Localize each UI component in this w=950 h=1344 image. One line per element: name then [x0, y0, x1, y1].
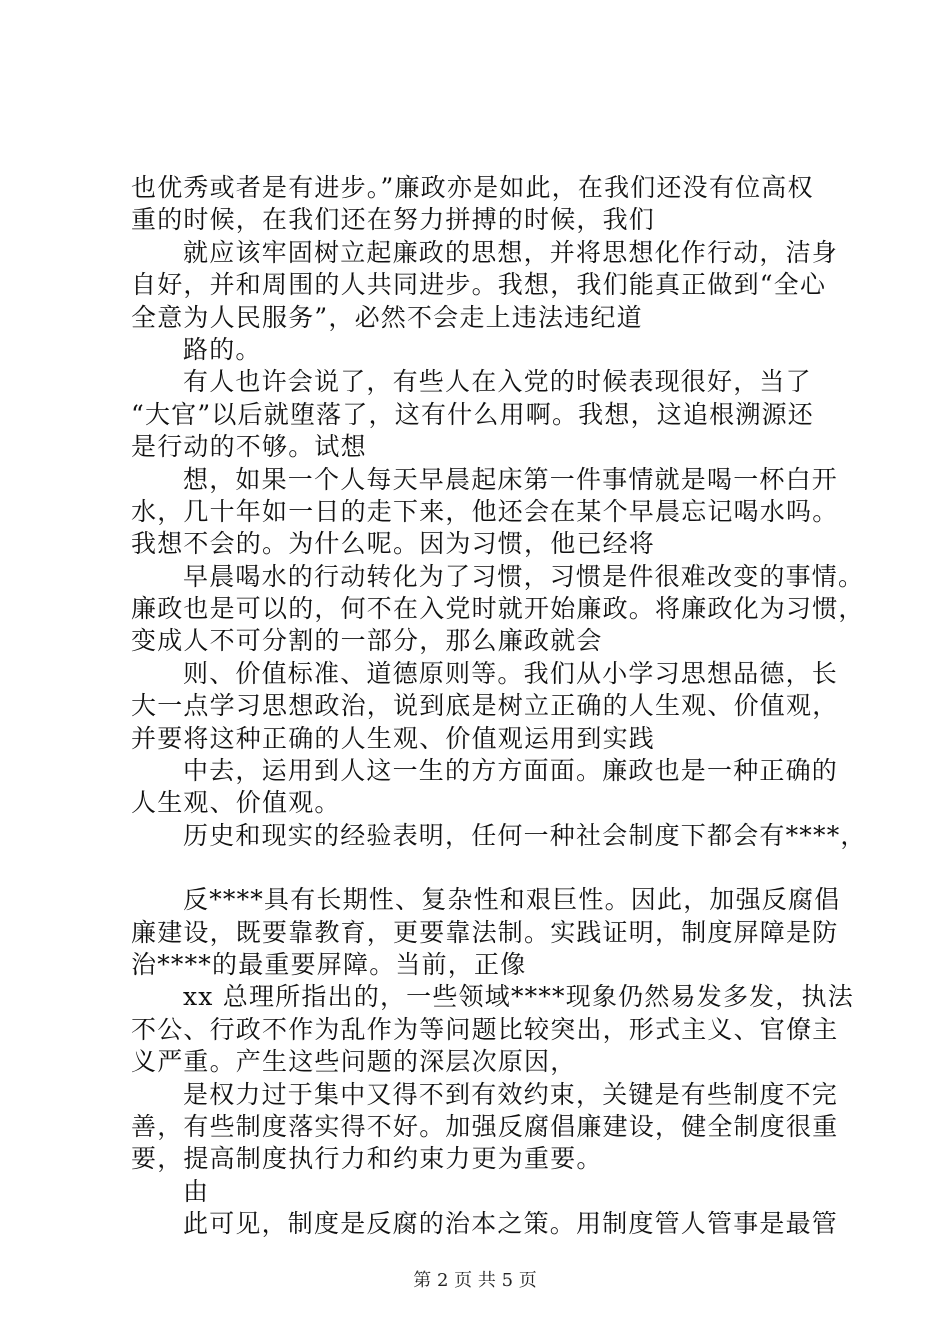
text-line: 有人也许会说了，有些人在入党的时候表现很好，当了	[183, 367, 812, 397]
text-line: 反****具有长期性、复杂性和艰巨性。因此，加强反腐倡	[183, 885, 841, 915]
text-line: 早晨喝水的行动转化为了习惯，习惯是件很难改变的事情。	[183, 561, 865, 591]
text-line: 廉建设，既要靠教育，更要靠法制。实践证明，制度屏障是防	[131, 917, 839, 947]
text-line: 则、价值标准、道德原则等。我们从小学习思想品德，长	[183, 658, 839, 688]
text-line: 人生观、价值观。	[131, 788, 341, 818]
text-line: 善，有些制度落实得不好。加强反腐倡廉建设，健全制度很重	[131, 1111, 839, 1141]
text-line: 此可见，制度是反腐的治本之策。用制度管人管事是最管	[183, 1209, 839, 1239]
text-line: 由	[183, 1176, 210, 1206]
text-line: 要，提高制度执行力和约束力更为重要。	[131, 1144, 603, 1174]
text-line: 全意为人民服务”，必然不会走上违法违纪道	[131, 302, 643, 332]
text-line: 水，几十年如一日的走下来，他还会在某个早晨忘记喝水吗。	[131, 496, 839, 526]
text-line: 并要将这种正确的人生观、价值观运用到实践	[131, 723, 656, 753]
text-line: “大官”以后就堕落了，这有什么用啊。我想，这追根溯源还	[131, 399, 814, 429]
text-line: 就应该牢固树立起廉政的思想，并将思想化作行动，洁身	[183, 237, 839, 267]
text-line: xx 总理所指出的，一些领域****现象仍然易发多发，执法	[183, 982, 854, 1012]
text-line: 重的时候，在我们还在努力拼搏的时候，我们	[131, 205, 656, 235]
text-line: 想，如果一个人每天早晨起床第一件事情就是喝一杯白开	[183, 464, 839, 494]
text-line: 大一点学习思想政治，说到底是树立正确的人生观、价值观，	[131, 691, 839, 721]
text-line: 是行动的不够。试想	[131, 432, 367, 462]
page-footer: 第 2 页 共 5 页	[413, 1270, 537, 1291]
text-line: 是权力过于集中又得不到有效约束，关键是有些制度不完	[183, 1079, 839, 1109]
text-line: 治****的最重要屏障。当前，正像	[131, 949, 527, 979]
text-line: 中去，运用到人这一生的方方面面。廉政也是一种正确的	[183, 756, 839, 786]
text-line: 我想不会的。为什么呢。因为习惯，他已经将	[131, 529, 656, 559]
text-line	[131, 852, 841, 884]
text-line: 路的。	[183, 334, 262, 364]
body-text	[131, 172, 867, 1241]
text-line: 自好，并和周围的人共同进步。我想，我们能真正做到“全心	[131, 270, 827, 300]
text-line: 也优秀或者是有进步。”廉政亦是如此，在我们还没有位高权	[131, 173, 814, 202]
text-line: 廉政也是可以的，何不在入党时就开始廉政。将廉政化为习惯，	[131, 594, 865, 624]
text-line: 不公、行政不作为乱作为等问题比较突出，形式主义、官僚主	[131, 1014, 839, 1044]
text-line: 历史和现实的经验表明，任何一种社会制度下都会有****，	[183, 820, 867, 850]
text-line: 变成人不可分割的一部分，那么廉政就会	[131, 626, 603, 656]
text-line: 义严重。产生这些问题的深层次原因，	[131, 1047, 577, 1077]
